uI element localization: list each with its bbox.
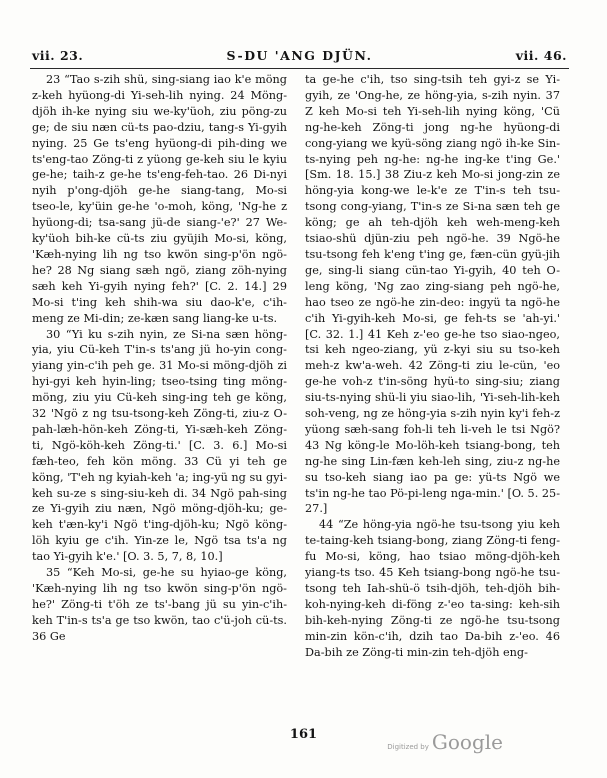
paragraph-verses-44-46: 44 “Ze höng-yia ngö-he tsu-tsong yiu keh te-taing-keh tsiang-bong, ziang Zöng-ti feng-fu Mo-si, köng, hao tsiao möng-djöh-keh yiang-ts tso. 45 Keh tsiang-bong ngö-he tsu-tsong teh Iah-shü-ö tsih-djöh, teh-djöh bih-koh-nying-keh di-föng z-'eo ta-sing: keh-sih bih-keh-nying Zöng-ti ze ngö-he tsu-tsong min-zin kön-c'ih, dzih tao Da-bih z-'eo. 46 Da-bih ze Zöng-ti min-zin teh-djöh eng- — [305, 518, 560, 659]
header-book-title: S-DU 'ANG DJÜN. — [226, 48, 373, 63]
paragraph-verses-35-36: 35 “Keh Mo-si, ge-he su hyiao-ge köng, 'Kæh-nying lih ng tso kwön sing-p'ön ngö-he?' Zöng-ti t'öh ze ts'-bang jü su yin-c'ih-keh T'in-s ts'a ge tso kwön, tao c'ü-joh cü-ts. 36 Ge — [32, 566, 287, 643]
text-column-right — [305, 72, 560, 661]
paragraph-verses-30-34: 30 “Yi ku s-zih nyin, ze Si-na sæn höng-yia, yiu Cü-keh T'in-s ts'ang jü ho-yin cong-yiang yin-c'ih peh ge. 31 Mo-si möng-djöh zi hyi-gyi keh hyin-ling; tseo-tsing ting möng-möng, ziu yiu Cü-keh sing-ing teh ge köng, 32 'Ngö z ng tsu-tsong-keh Zöng-ti, ziu-z O-pah-læh-hön-keh Zöng-ti, Yi-sæh-keh Zöng-ti, Ngö-köh-keh Zöng-ti.' [C. 3. 6.] Mo-si fæh-teo, feh kön möng. 33 Cü yi teh ge köng, 'T'eh ng kyiah-keh 'a; ing-yü ng su gyi-keh su-ze s sing-siu-keh di. 34 Ngö pah-sing ze Yi-gyih ziu næn, Ngö möng-djöh-ku; ge-keh t'æn-ky'i Ngö t'ing-djöh-ku; Ngö köng-löh kyiu ge c'ih. Yin-ze le, Ngö tsa ts'a ng tao Yi-gyih k'e.' [O. 3. 5, 7, 8, 10.] — [32, 327, 287, 564]
paragraph-verses-36-43: ta ge-he c'ih, tso sing-tsih teh gyi-z se Yi-gyih, ze 'Ong-he, ze höng-yia, s-zih nyin. 37 Z keh Mo-si teh Yi-seh-lih nying köng, 'Cü ng-he-keh Zöng-ti jong ng-he hyüong-di cong-yiang we kyü-söng ziang ngö ih-ke Sin-ts-nying peh ng-he: ng-he ing-ke t'ing Ge.' [Sm. 18. 15.] 38 Ziu-z keh Mo-si jong-zin ze höng-yia kong-we le-k'e ze T'in-s teh tsu-tsong cong-yiang, T'in-s ze Si-na sæn teh ge köng; ge ah teh-djöh keh weh-meng-keh tsiao-shü djün-ziu peh ngö-he. 39 Ngö-he tsu-tsong feh k'eng t'ing ge, fæn-cün gyü-jih ge, sing-li siang cün-tao Yi-gyih, 40 teh O-leng köng, 'Ng zao zing-siang peh ngö-he, hao tseo ze ngö-he zin-deo: ingyü ta ngö-he c'ih Yi-gyih-keh Mo-si, ge feh-ts se 'ah-yi.' [C. 32. 1.] 41 Keh z-'eo ge-he tso siao-ngeo, tsi keh ngeo-ziang, yü z-kyi siu su tso-keh meh-z kw'a-weh. 42 Zöng-ti ziu le-cün, 'eo ge-he voh-z t'in-söng hyü-to sing-siu; ziang siu-ts-nying shü-li yiu siao-lih, 'Yi-seh-lih-keh soh-veng, ng ze höng-yia s-zih nyin ky'i feh-z yüong sæh-sang foh-li teh li-veh le tsi Ngö? 43 Ng köng-le Mo-löh-keh tsiang-bong, teh ng-he sing Lin-fæn keh-leh sing, ziu-z ng-he su tso-keh siang iao pa ge: yü-ts Ngö we ts'in ng-he tao Pö-pi-leng nga-min.' [O. 5. 25-27.] — [305, 73, 560, 516]
text-column-left — [32, 72, 287, 645]
page-number: 161 — [289, 727, 318, 742]
header-chapter-verse-left: vii. 23. — [32, 48, 84, 63]
header-chapter-verse-right: vii. 46. — [515, 48, 567, 63]
header-rule — [30, 68, 569, 69]
watermark-google-logo: Google — [431, 730, 503, 754]
running-header — [32, 48, 567, 70]
paragraph-verses-23-29: 23 “Tao s-zih shü, sing-siang iao k'e möng z-keh hyüong-di Yi-seh-lih nying. 24 Möng-djöh ih-ke nying siu we-ky'üoh, ziu pöng-zu ge; de siu næn cü-ts pao-dziu, tang-s Yi-gyih nying. 25 Ge ts'eng hyüong-di pih-ding we ts'eng-tao Zöng-ti z yüong ge-keh siu le kyiu ge-he; taih-z ge-he ts'eng-feh-tao. 26 Di-nyi nyih p'ong-djöh ge-he siang-tang, Mo-si tseo-le, ky'üin ge-he 'o-moh, köng, 'Ng-he z hyüong-di; tsa-sang jü-de siang-'e?' 27 We-ky'üoh bih-ke cü-ts ziu gyüjih Mo-si, köng, 'Kæh-nying lih ng tso kwön sing-p'ön ngö-he? 28 Ng siang sæh ngö, ziang zöh-nying sæh keh Yi-gyih nying feh?' [C. 2. 14.] 29 Mo-si t'ing keh shih-wa siu dao-k'e, c'ih-meng ze Mi-din; ze-kæn sang liang-ke u-ts. — [32, 73, 287, 325]
google-digitized-watermark — [387, 730, 503, 754]
watermark-digitized-by: Digitized by — [387, 743, 429, 751]
